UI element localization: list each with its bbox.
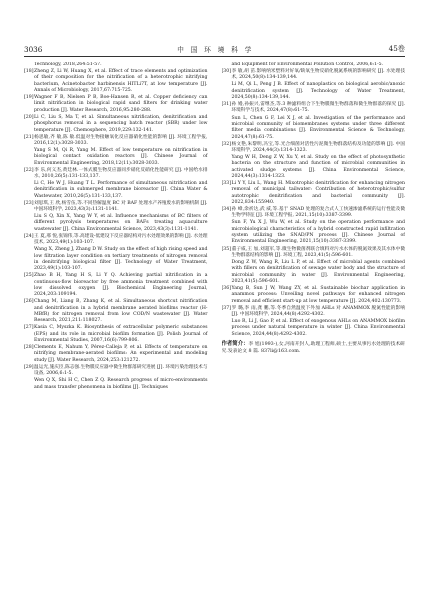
reference-entry — [24, 247, 208, 272]
reference-text: 李 敏,胡 苗.影响纳米塑料对好氧/缺氧生物反硝化脱氮系统的影响研究 [J]. 水处理技术, 2024,50(8):134-139,144. — [231, 69, 405, 81]
reference-number: [19] — [24, 95, 34, 101]
reference-number: [27] — [24, 325, 34, 331]
reference-number: [21] — [24, 134, 34, 140]
reference-entry — [222, 155, 406, 180]
right-column — [222, 62, 406, 583]
reference-entry — [24, 181, 208, 200]
reference-text: Yang B, Sun J W, Wang ZY, et al. Sustainable biochar application in anammox process: Unveiling novel pathways for enhanced nitrogen removal and efficient start-up at low temperature [J]. 2024,402:130773. — [231, 285, 405, 304]
reference-entry — [24, 365, 208, 378]
reference-text: Li C, He W J, Huang T L. Performance of simultaneous nitrification and denitrification in submerged membrane bioreactor [J]. China Water & Wastewater, 2010,26(5):131-133,137. — [34, 181, 208, 199]
reference-entry — [24, 135, 208, 148]
reference-text: Dong Z W, Wang R, Liu L P, et al. Effect of microbial agents combined with fillers on denitrification of sewage water body and the structure of microbial community in water [J]. Environmental Engineering, 2023,41(5):596-601. — [231, 259, 405, 284]
reference-text: Wagner F B, Nielsen P B, Boe-Hansen R, et al. Copper deficiency can limit nitrification in biological rapid sand filters for drinking water production [J]. Water Research, 2016,95:280-288. — [34, 95, 208, 113]
reference-entry — [24, 201, 208, 214]
reference-entry — [222, 319, 406, 338]
reference-number: [24] — [24, 233, 34, 239]
reference-entry — [24, 168, 208, 181]
reference-entry — [222, 220, 406, 245]
reference-text: 罗 璐,李 雨,龚 鹏,等.冬季自然温度下外加 AHLs 对 ANAMMOX 脱氮性能的影响 [J]. 中国环境科学, 2024,44(8):4292-4302. — [231, 305, 405, 317]
reference-entry — [222, 116, 406, 141]
reference-entry — [24, 62, 208, 68]
reference-text: 孙 峰,余祈达,武 威,等.基于 SNAD 处理的复合式人工快速渗滤系统的运行性能及微生物学特征 [J]. 环境工程学报, 2021,15(10):3387-3399. — [231, 207, 405, 219]
reference-text: Chang M, Liang B, Zhang K, et al. Simultaneous shortcut nitrification and denitrification in a hybrid membrane aerated biofilms reactor (H-MBfR) for nitrogen removal from low COD/N wastewater [J]. Water Research, 2021,211:118027. — [34, 299, 208, 324]
reference-entry — [222, 207, 406, 220]
reference-number: [22] — [24, 167, 34, 173]
reference-number: [37] — [221, 305, 232, 311]
reference-entry — [24, 148, 208, 167]
reference-text: Yang W H, Deng Z W, Xu Y, et al. Study on the effect of photosynthetic bacteria on the structure and function of microbial communities in activated sludge systems [J]. China Environmental Science, 2024,44(3):1314-1323. — [231, 154, 405, 179]
reference-text: 李 乐,何义杰,黄廷林.一体式膜生物反应器同步硝化反硝化性能研究 [J]. 中国给水排水, 2010,26(5):131-133,137. — [34, 167, 208, 179]
reference-text: Li C, Liu S, Ma T, et al. Simultaneous nitrification, denitrification and phosphorus removal in a sequencing batch reactor (SBR) under low temperature [J]. Chemosphere, 2019,229:132-141. — [34, 114, 208, 133]
reference-text: Liu S Q, Xin X, Yang W Y, et al. Influence mechanisms of BC filters of different pyrolysis temperatures on BAFs treating aquaculture wastewater [J]. China Environmental Science, 2023,43(3):1131-1141. — [34, 214, 208, 232]
reference-text: Wen Q X, Shi H C, Chen Z Q. Research progress of micro-environments and mass transfer phenomena in biofilms [J]. Techniques — [34, 378, 208, 390]
left-column — [24, 62, 208, 583]
reference-number: [34] — [221, 207, 232, 213]
reference-entry — [24, 273, 208, 298]
reference-text: 董子威,王 加,刘超军,等.微生物微菌剂联合填料对污水水体的脱氮效果及其水体中微生物群落结构的影响 [J]. 环境工程, 2023,41(5):596-601. — [231, 246, 405, 258]
reference-text: 杨文艳,朱黎明,冯宝,等.光合细菌对活性污泥微生物群落结构及功能的影响 [J]. 中国环境科学, 2024,44(3):1314-1323. — [231, 141, 405, 153]
reference-number: [25] — [24, 273, 34, 279]
journal-name: 中 国 环 境 科 学 — [177, 46, 254, 54]
reference-text: Wang X, Zheng J, Zhang D W. Study on the effect of high rising speed and low filtration layer condition on tertiary treatments of nitrogen removal in denitrifying biological filter [J]. Technology of Water Treatment, 2023,49(1):103-107. — [34, 247, 208, 272]
reference-text: Zheng Z, Li W, Huang X, et al. Effect of trace elements and optimization of their composition for the nitrification of a heterotrophic nitrifying bacterium, Acinetobacter harbinensis HITLi7T, at low temperature [J]. Annals of Microbiology, 2017,67:715-725. — [34, 69, 208, 94]
reference-number: [31] — [221, 102, 232, 108]
reference-number: [32] — [221, 141, 232, 147]
reference-entry — [222, 247, 406, 260]
reference-text: Clements E, Nahum Y, Pérez-Calleja P, et al. Effects of temperature on nitrifying membrane-aerated biofilms: An experimental and modeling study [J]. Water Research, 2024,253:121272. — [34, 345, 208, 363]
page-number: 3036 — [24, 45, 43, 54]
volume-label: 45卷 — [388, 44, 405, 53]
reference-text: Sun L, Chen G F, Lei X J, et al. Investigation of the performance and microbial community of biomembranes systems under three different filter media combinations [J]. Environmental Science & Technology, 2024,47(8):61-75. — [231, 115, 405, 140]
reference-text: Technology, 2018,264:51-57. — [34, 62, 102, 67]
reference-number: [20] — [24, 114, 34, 120]
references-columns — [24, 62, 405, 583]
reference-number: [36] — [221, 285, 232, 291]
reference-entry — [222, 82, 406, 101]
reference-entry — [222, 102, 406, 115]
reference-text: Li M, Qi L, Peng J B. Effect of nanoplastics on biological aerobic/anoxic denitrification system [J]. Technology of Water Treatment, 2024,50(8):134-139,144. — [231, 82, 405, 101]
reference-entry — [222, 142, 406, 155]
reference-number: [35] — [221, 246, 232, 252]
reference-text: 杨思敏,齐 敏,陈 敏.低温对生物接触氧化反应器硝化性能的影响 [J]. 环境工程学报, 2016,12(1):3028-3033. — [34, 134, 208, 146]
reference-text: 刘思琪,王 欣,杨雪伍,等.不同热解温度 BC 对 BAF 处理水产养殖废水的影响机制 [J]. 中国环境科学, 2023,43(3):1131-1141. — [34, 200, 208, 213]
reference-text: Yang S M, Qi R, Yang M. Effect of low temperature on nitrification in biological contact oxidation reactors [J]. Chinese Journal of Environmental Engineering, 2018,12(11):3028-3033. — [34, 147, 208, 166]
reference-entry — [222, 306, 406, 319]
reference-text: Kasia C, Myszka K. Biosynthesis of extracellular polymeric substances (EPS) and its role in microbial biofilm formation [J]. Polish Journal of Environmental Studies, 2007,16(6):799-806. — [34, 325, 208, 344]
reference-text: Sun F, Yu X J, Wu W, et al. Study on the operation performance and microbiological characteristics of a hybrid constructed rapid infiltration system utilizing the SNAD/PN process [J]. Chinese Journal of Environmental Engineering, 2021,15(10):3387-3399. — [231, 220, 405, 245]
reference-text: 温运光,施庆臣,陈志强.生物膜反应器中微生物群落研究进展 [J]. 环境污染治理技术与设备, 2006,6:1-5. — [34, 364, 208, 377]
author-note-text: 李 旭(1993-),女,河南开封人,助理工程师,硕士,主要从事污水处理的技术研究.发表论文 8 篇. 837li@163.com. — [221, 342, 405, 354]
reference-entry — [222, 69, 406, 82]
author-note — [222, 341, 406, 355]
right-reference-list — [222, 62, 406, 338]
reference-number: [23] — [24, 200, 34, 206]
reference-entry — [222, 286, 406, 305]
reference-text: 王 夏,邢 悦,张锦伟,等.高建设-低建设下反应器结构对污水处理效果的影响 [J]. 水处理技术, 2023,49(1):103-107. — [34, 233, 208, 246]
reference-entry — [222, 181, 406, 206]
author-note-label: 作者简介： — [221, 341, 249, 348]
reference-number: [28] — [24, 345, 34, 351]
reference-entry — [222, 62, 406, 68]
reference-text: Luo R, Li J, Gao P, et al. Effect of exogenous AHLs on ANAMMOX biofilm process under natural temperature in winter [J]. China Environmental Science, 2024,44(8):4292-4302. — [231, 319, 405, 337]
reference-entry — [24, 115, 208, 134]
reference-text: Zhao B H, Yang H S, Li Y Q. Achieving partial nitrification in a continuous-flow bioreactor by free ammonia treatment combined with low dissolved oxygen [J]. Biochemical Engineering Journal, 2024,203:109194. — [34, 273, 208, 298]
reference-entry — [24, 234, 208, 247]
reference-number: [29] — [24, 364, 34, 370]
reference-entry — [24, 345, 208, 364]
reference-text: Li Y Y, Liu L, Wang H. Mixotrophic denitrification for enhancing nitrogen removal of municipal tailwater: Contribution of heterotrophic/sulfur autotrophic denitrification and bacterial community [J]. 2022,834:155940. — [231, 181, 405, 206]
page-header — [24, 40, 405, 57]
reference-entry — [24, 299, 208, 324]
reference-entry — [24, 214, 208, 233]
reference-entry — [24, 378, 208, 391]
reference-entry — [24, 95, 208, 114]
reference-entry — [24, 325, 208, 344]
reference-number: [18] — [24, 69, 34, 75]
reference-text: and Equipment for Environmental Pollution Control, 2006,6:1-5. — [231, 62, 384, 67]
reference-number: [33] — [221, 181, 232, 186]
reference-entry — [24, 69, 208, 94]
reference-number: [26] — [24, 299, 34, 305]
reference-number: [30] — [221, 69, 232, 75]
reference-entry — [222, 260, 406, 285]
reference-text: 孙 嫚,孙振兴,雷继杰,等.3 种滤料组合下生物膜微生物群落和微生物群落的探究 [J]. 环境科学与技术, 2024,47(8):61-75. — [231, 102, 405, 114]
